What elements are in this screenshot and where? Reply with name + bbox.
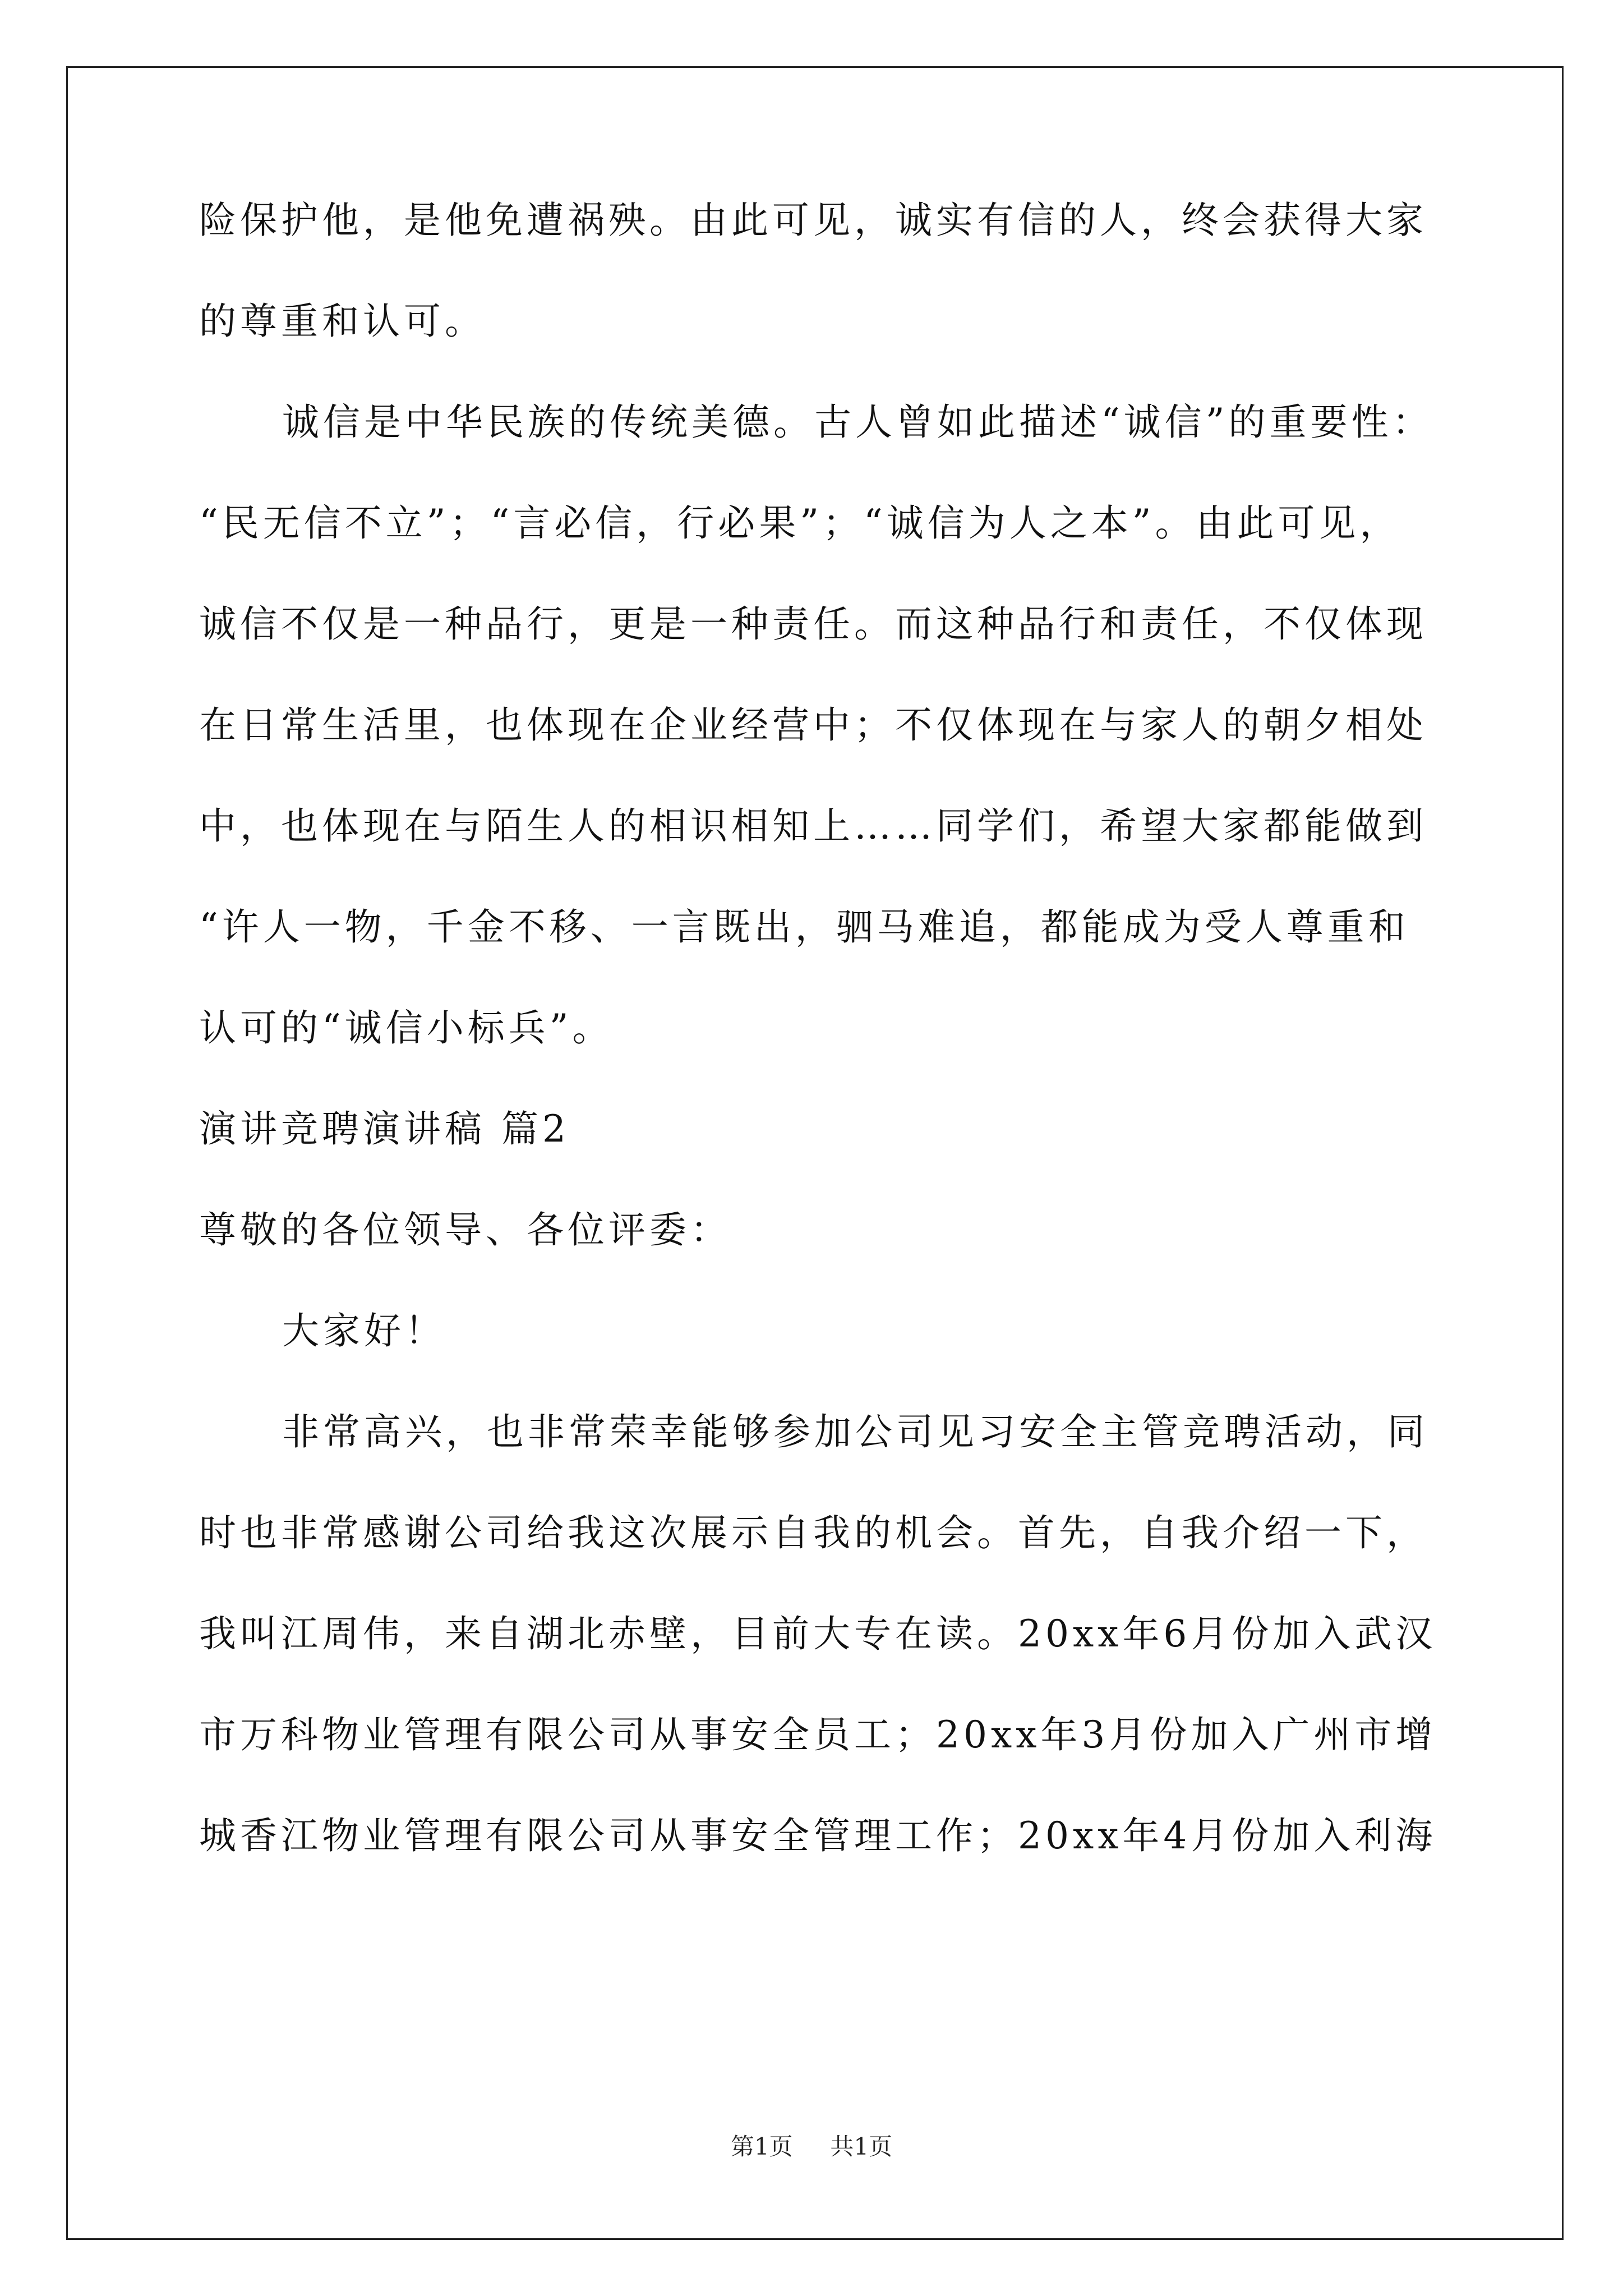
page-total: 共1页 (830, 2133, 893, 2160)
text-line: 非常高兴，也非常荣幸能够参加公司见习安全主管竞聘活动，同 (282, 1410, 1428, 1453)
text-line: 时也非常感谢公司给我这次展示自我的机会。首先，自我介绍一下， (199, 1511, 1427, 1554)
salutation: 尊敬的各位领导、各位评委： (199, 1208, 731, 1251)
page-footer (0, 2128, 1623, 2162)
text-line: 诚信不仅是一种品行，更是一种责任。而这种品行和责任，不仅体现 (199, 602, 1427, 646)
text-line: 市万科物业管理有限公司从事安全员工；20xx年3月份加入广州市增 (199, 1713, 1437, 1756)
section-heading: 演讲竞聘演讲稿 篇2 (199, 1107, 570, 1151)
text-line: 认可的“诚信小标兵”。 (199, 1006, 614, 1050)
text-line: 我叫江周伟，来自湖北赤壁，目前大专在读。20xx年6月份加入武汉 (199, 1612, 1437, 1655)
text-line: 在日常生活里，也体现在企业经营中；不仅体现在与家人的朝夕相处 (199, 703, 1427, 747)
page-number: 第1页 (730, 2133, 793, 2160)
greeting: 大家好！ (282, 1309, 446, 1352)
document-body (199, 199, 1437, 1857)
text-line: 中，也体现在与陌生人的相识相知上……同学们，希望大家都能做到 (199, 804, 1427, 848)
text-line: 诚信是中华民族的传统美德。古人曾如此描述“诚信”的重要性： (282, 401, 1433, 444)
text-line: 的尊重和认可。 (199, 300, 486, 343)
text-line: 城香江物业管理有限公司从事安全管理工作；20xx年4月份加入利海 (199, 1814, 1437, 1857)
text-line: 险保护他，是他免遭祸殃。由此可见，诚实有信的人，终会获得大家 (199, 199, 1427, 242)
text-line: “民无信不立”；“言必信，行必果”；“诚信为人之本”。由此可见， (199, 501, 1401, 545)
text-line: “许人一物，千金不移、一言既出，驷马难追，都能成为受人尊重和 (199, 905, 1409, 949)
